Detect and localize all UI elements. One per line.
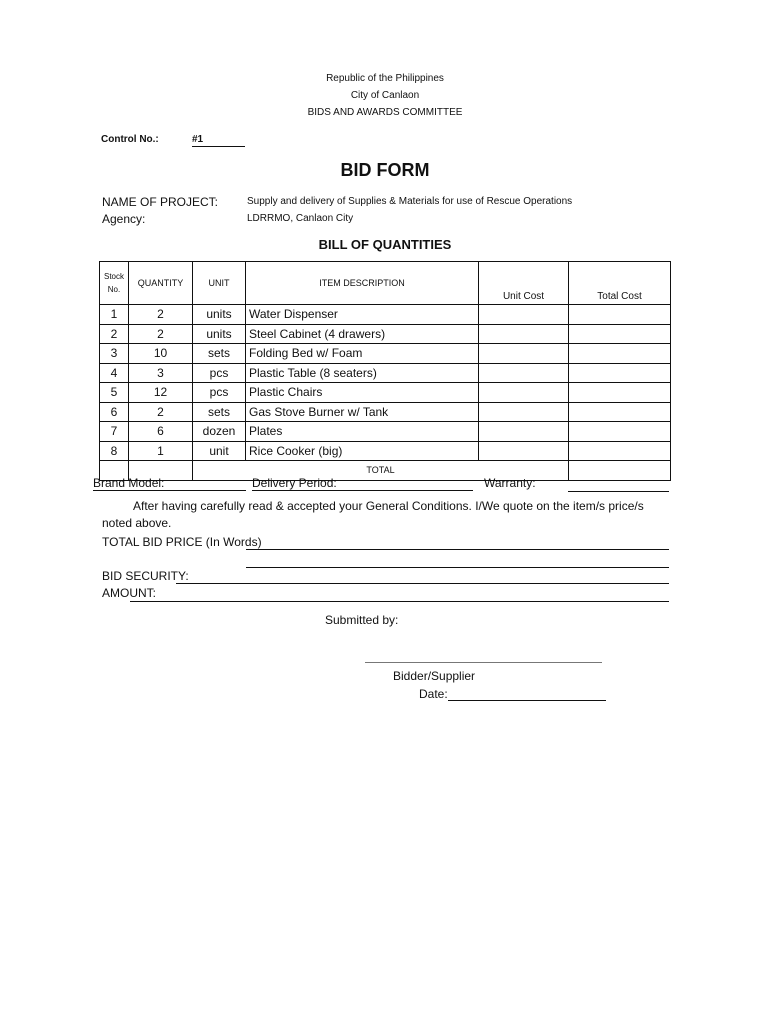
unit-cost-cell[interactable] (479, 383, 569, 403)
unit-cost-cell[interactable] (479, 305, 569, 325)
amount-line[interactable] (130, 601, 669, 602)
quantity-cell: 1 (129, 441, 193, 461)
header-quantity: QUANTITY (129, 262, 193, 305)
header-unit: UNIT (193, 262, 246, 305)
amount-label: AMOUNT: (102, 586, 156, 600)
header-republic: Republic of the Philippines (326, 73, 444, 84)
project-name-value: Supply and delivery of Supplies & Materials for use of Rescue Operations (247, 196, 573, 207)
statement-line-1: After having carefully read & accepted your General Conditions. I/We quote on the item/s price/s (133, 499, 644, 513)
page-title: BID FORM (340, 160, 430, 180)
stock-no-cell: 3 (100, 344, 129, 364)
table-row (100, 383, 671, 403)
unit-cost-cell[interactable] (479, 363, 569, 383)
item-description-cell: Water Dispenser (246, 305, 479, 325)
total-cost-cell[interactable] (569, 363, 671, 383)
item-description-cell: Folding Bed w/ Foam (246, 344, 479, 364)
bid-security-label: BID SECURITY: (102, 569, 189, 583)
table-row (100, 363, 671, 383)
unit-cell: units (193, 324, 246, 344)
quantity-cell: 3 (129, 363, 193, 383)
date-line[interactable] (448, 700, 606, 701)
table-row (100, 402, 671, 422)
total-cost-cell[interactable] (569, 383, 671, 403)
stock-no-cell: 5 (100, 383, 129, 403)
control-label: Control No.: (101, 134, 159, 145)
unit-cell: sets (193, 344, 246, 364)
unit-cell: sets (193, 402, 246, 422)
unit-cell: dozen (193, 422, 246, 442)
unit-cell: units (193, 305, 246, 325)
bill-of-quantities-table (99, 261, 671, 481)
table-row (100, 441, 671, 461)
warranty-label: Warranty: (484, 476, 536, 490)
total-label: TOTAL (193, 461, 569, 481)
total-cost-cell[interactable] (569, 422, 671, 442)
unit-cost-cell[interactable] (479, 324, 569, 344)
item-description-cell: Plastic Table (8 seaters) (246, 363, 479, 383)
stock-no-cell: 1 (100, 305, 129, 325)
agency-value: LDRRMO, Canlaon City (247, 213, 354, 224)
stock-no-cell: 2 (100, 324, 129, 344)
agency-label: Agency: (102, 212, 146, 226)
item-description-cell: Plates (246, 422, 479, 442)
stock-no-cell: 6 (100, 402, 129, 422)
submitted-by-label: Submitted by: (325, 613, 399, 627)
bidder-supplier-label: Bidder/Supplier (393, 669, 476, 683)
quantity-cell: 10 (129, 344, 193, 364)
total-bid-price-label: TOTAL BID PRICE (In Words) (102, 535, 262, 549)
control-value: #1 (192, 134, 245, 147)
total-bid-price-line-2[interactable] (246, 567, 669, 568)
date-label: Date: (419, 687, 448, 701)
item-description-cell: Rice Cooker (big) (246, 441, 479, 461)
header-stock-no: Stock No. (100, 262, 129, 305)
item-description-cell: Plastic Chairs (246, 383, 479, 403)
unit-cell: pcs (193, 363, 246, 383)
table-header-row (100, 262, 671, 305)
unit-cell: pcs (193, 383, 246, 403)
unit-cost-cell[interactable] (479, 402, 569, 422)
total-bid-price-line-1[interactable] (246, 549, 669, 550)
unit-cost-cell[interactable] (479, 422, 569, 442)
table-row (100, 305, 671, 325)
unit-cell: unit (193, 441, 246, 461)
table-row (100, 324, 671, 344)
table-row (100, 422, 671, 442)
quantity-cell: 2 (129, 402, 193, 422)
boq-title: BILL OF QUANTITIES (318, 237, 452, 252)
brand-model-field[interactable] (93, 476, 246, 491)
header-committee: BIDS AND AWARDS COMMITTEE (307, 107, 463, 118)
signature-line[interactable] (365, 662, 602, 663)
total-cost-cell[interactable] (569, 441, 671, 461)
quantity-cell: 2 (129, 324, 193, 344)
header-city: City of Canlaon (350, 90, 420, 101)
project-name-label: NAME OF PROJECT: (102, 195, 219, 209)
brand-model-label: Brand Model: (93, 476, 165, 490)
total-cost-cell[interactable] (569, 324, 671, 344)
header-total-cost: Total Cost (569, 262, 671, 305)
header-item-description: ITEM DESCRIPTION (246, 262, 479, 305)
item-description-cell: Gas Stove Burner w/ Tank (246, 402, 479, 422)
bid-security-line[interactable] (176, 583, 669, 584)
stock-no-cell: 8 (100, 441, 129, 461)
quantity-cell: 12 (129, 383, 193, 403)
warranty-line[interactable] (568, 491, 669, 492)
header-unit-cost: Unit Cost (479, 262, 569, 305)
total-cost-cell[interactable] (569, 305, 671, 325)
statement-line-2: noted above. (102, 516, 172, 530)
total-cost-cell[interactable] (569, 344, 671, 364)
delivery-period-label: Delivery Period: (252, 476, 337, 490)
stock-no-cell: 4 (100, 363, 129, 383)
quantity-cell: 6 (129, 422, 193, 442)
table-row (100, 344, 671, 364)
item-description-cell: Steel Cabinet (4 drawers) (246, 324, 479, 344)
stock-no-cell: 7 (100, 422, 129, 442)
unit-cost-cell[interactable] (479, 441, 569, 461)
unit-cost-cell[interactable] (479, 344, 569, 364)
delivery-period-field[interactable] (252, 476, 473, 491)
total-cost-cell[interactable] (569, 461, 671, 481)
quantity-cell: 2 (129, 305, 193, 325)
total-cost-cell[interactable] (569, 402, 671, 422)
